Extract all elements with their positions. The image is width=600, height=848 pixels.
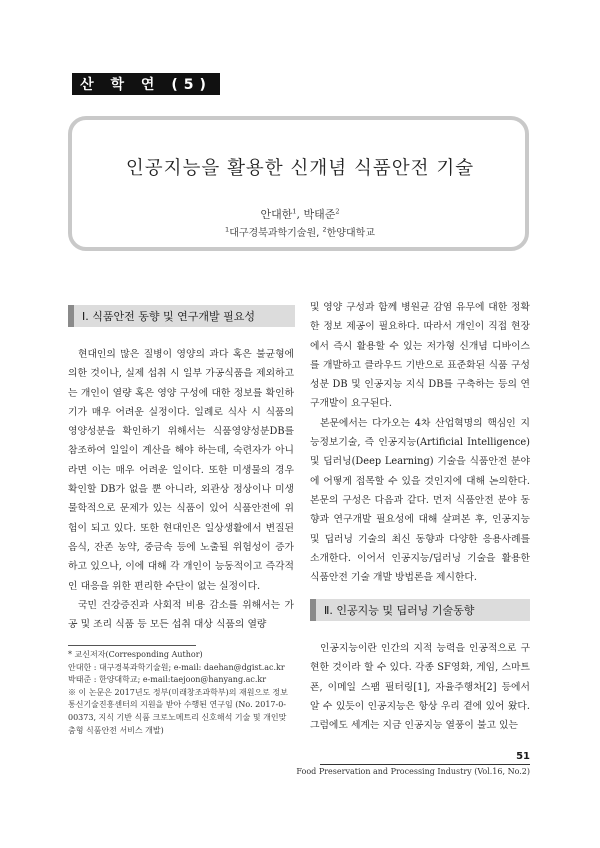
authors xyxy=(0,206,600,222)
footnote xyxy=(68,649,294,737)
author-1: 안대한 xyxy=(260,208,293,221)
footer-rule xyxy=(320,764,530,765)
section-2-paragraph: 인공지능이란 인간의 지적 능력을 인공적으로 구현한 것이라 할 수 있다. 각종 SF영화, 게임, 스마트폰, 이메일 스팸 필터링[1], 자율주행차[2] 등에서 알 수 있듯이 인공지능은 항상 우리 곁에 있어 왔다. 그럼에도 세계는 지금 인공지능 열풍이 불고 있는 xyxy=(310,643,530,732)
section-2-body xyxy=(310,639,530,735)
right-paragraph: 및 영양 구성과 함께 병원균 감염 유무에 대한 정확한 정보 제공이 필요하다. 따라서 개인이 직접 현장에서 즉시 활용할 수 있는 저가형 신개념 디바이스를 개발하고 클라우드 기반으로 표준화된 식품 구성성분 DB 및 인공지능 지식 DB를 구축하는 등의 연구개발이 요구된다. xyxy=(310,302,530,410)
section-2-heading: Ⅱ. 인공지능 및 딥러닝 기술동향 xyxy=(310,599,530,621)
right-paragraph: 본문에서는 다가오는 4차 산업혁명의 핵심인 지능정보기술, 즉 인공지능(Artificial Intelligence) 및 딥러닝(Deep Learning) 기술을 식품안전 분야에 어떻게 접목할 수 있을 것인지에 대해 논의한다. 본문의 구성은 다음과 같다. 먼저 식품안전 분야 동향과 연구개발 필요성에 대해 살펴본 후, 인공지능 및 딥러닝 기술의 최신 동향과 다양한 응용사례를 소개한다. 이어서 인공지능/딥러닝 기술을 활용한 식품안전 기술 개발 방법론을 제시한다. xyxy=(310,417,530,584)
section-1-paragraph: 국민 건강증진과 사회적 비용 감소를 위해서는 가공 및 조리 식품 등 모든 섭취 대상 식품의 열량 xyxy=(68,599,294,631)
journal-name: Food Preservation and Processing Industry (Vol.16, No.2) xyxy=(296,767,530,776)
footnote-line: 박태준 : 한양대학교; e-mail:taejoon@hanyang.ac.kr xyxy=(68,675,267,685)
author-1-mark: 1 xyxy=(292,207,297,216)
left-column xyxy=(68,345,294,634)
affiliation-2-mark: 2 xyxy=(322,225,327,234)
section-1-heading: Ⅰ. 식품안전 동향 및 연구개발 필요성 xyxy=(68,305,295,327)
page-number: 51 xyxy=(516,751,530,762)
footnote-line: ※ 이 논문은 2017년도 정부(미래창조과학부)의 재원으로 정보통신기술진흥센터의 지원을 받아 수행된 연구임 (No. 2017-0-00373, 지식 기반 식품 크로노메트리 신호해석 기술 및 개인맞춤형 식품안전 서비스 개발) xyxy=(68,687,288,735)
footnote-rule xyxy=(68,645,196,646)
affiliation-1-mark: 1 xyxy=(225,225,230,234)
affiliation-1: 대구경북과학기술원, xyxy=(229,228,323,239)
affiliations xyxy=(0,224,600,239)
author-2: 박태준 xyxy=(303,208,336,221)
footnote-line: 안대한 : 대구경북과학기술원; e-mail: daehan@dgist.ac.kr xyxy=(68,662,285,672)
series-label: 산 학 연 (5) xyxy=(72,73,220,95)
author-2-mark: 2 xyxy=(335,207,340,216)
section-1-paragraph: 현대인의 많은 질병이 영양의 과다 혹은 불균형에 의한 것이나, 실제 섭취 시 일부 가공식품을 제외하고는 개인이 열량 혹은 영양 구성에 대한 정보를 확인하기가 매우 어려운 실정이다. 일례로 식사 시 식품의 영양성분을 확인하기 위해서는 식품영양성분DB를 참조하여 일일이 계산을 해야 하는데, 숙련자가 아니라면 이는 매우 어려운 일이다. 또한 미생물의 경우 확인할 DB가 없을 뿐 아니라, 외관상 정상이나 미생물학적으로 문제가 있는 식품이 있어 식품안전에 위험이 되고 있다. 또한 현대인은 일상생활에서 변질된 음식, 잔존 농약, 중금속 등에 노출될 위험성이 증가하고 있으나, 이에 대해 각 개인이 능동적이고 즉각적인 대응을 위한 편리한 수단이 없는 실정이다. xyxy=(68,349,294,592)
footnote-line: * 교신저자(Corresponding Author) xyxy=(68,650,203,659)
right-column xyxy=(310,298,530,587)
affiliation-2: 한양대학교 xyxy=(326,228,375,239)
author-separator: , xyxy=(296,208,304,221)
article-title: 인공지능을 활용한 신개념 식품안전 기술 xyxy=(125,158,475,179)
